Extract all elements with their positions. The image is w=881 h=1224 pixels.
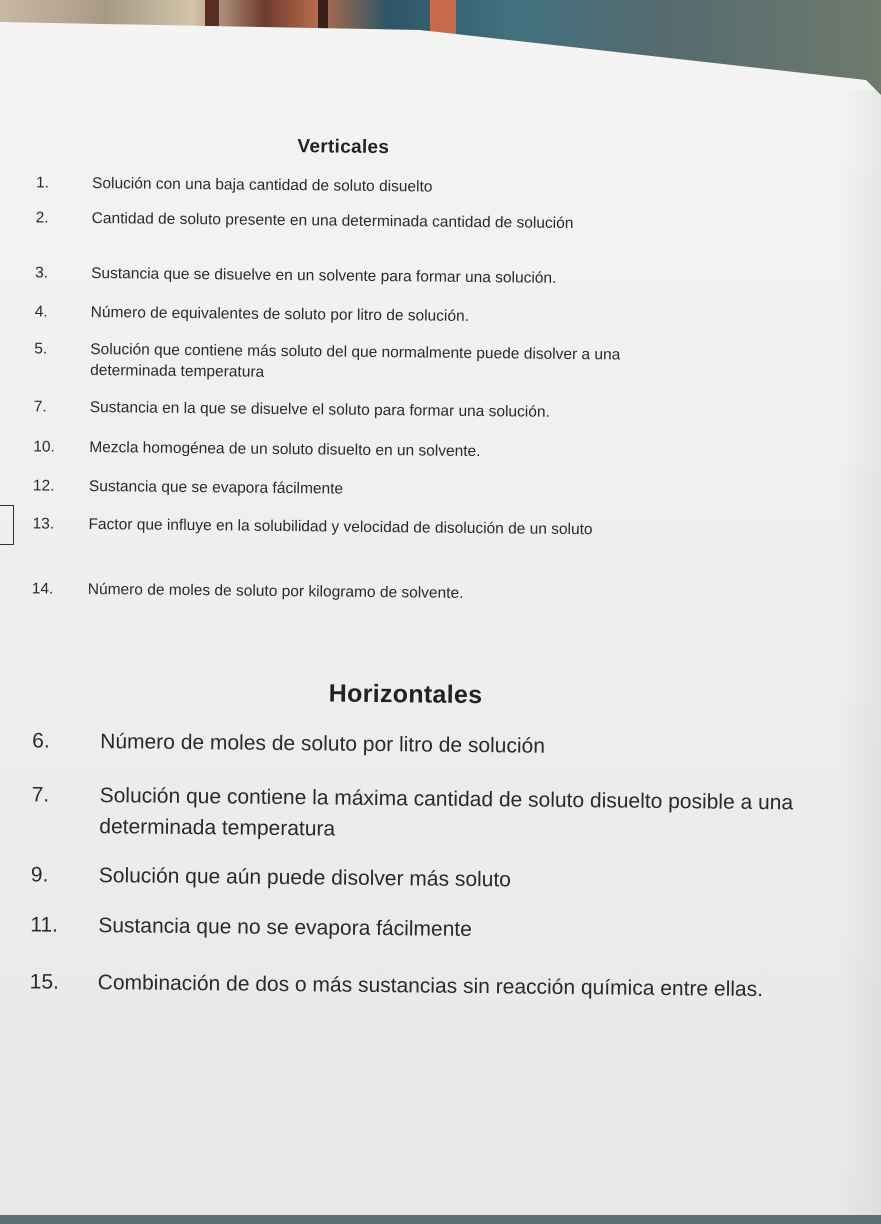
- horizontal-clue: [31, 859, 829, 898]
- clue-text: Sustancia que no se evapora fácilmente: [98, 914, 472, 941]
- clue-number: 12.: [32, 477, 55, 495]
- clue-text: Mezcla homogénea de un soluto disuelto en un solvente.: [89, 438, 481, 461]
- clue-number: 2.: [35, 209, 49, 227]
- clue-number: 13.: [32, 515, 55, 533]
- clue-text: Solución que aún puede disolver más soluto: [98, 864, 512, 892]
- clue-number: 15.: [29, 970, 60, 994]
- vertical-clue: [34, 396, 710, 424]
- clue-text: Número de equivalentes de soluto por litro de solución.: [90, 303, 470, 325]
- clue-number: 6.: [32, 729, 50, 753]
- clue-text: Solución que contiene la máxima cantidad de soluto disuelto posible a una determinada temperatura: [99, 784, 794, 841]
- clue-number: 4.: [34, 303, 48, 321]
- horizontal-clue: [32, 725, 830, 764]
- clue-number: 9.: [30, 863, 49, 887]
- vertical-clue: [33, 475, 709, 503]
- vertical-clue: [34, 338, 650, 386]
- vertical-clue: [32, 578, 708, 606]
- horizontal-clue: [30, 909, 828, 948]
- clue-text: Número de moles de soluto por litro de solución: [100, 730, 546, 758]
- horizontal-clue: [31, 779, 815, 849]
- clue-text: Combinación de dos o más sustancias sin reacción química entre ellas.: [97, 971, 764, 1002]
- horizontal-clue: [30, 966, 818, 1005]
- clue-number: 3.: [35, 264, 49, 282]
- clue-text: Sustancia que se evapora fácilmente: [88, 477, 344, 498]
- clue-text: Solución con una baja cantidad de soluto disuelto: [91, 174, 433, 196]
- clue-number: 7.: [31, 783, 50, 807]
- clue-number: 11.: [30, 913, 59, 937]
- vertical-clue: [35, 301, 711, 329]
- horizontales-heading: Horizontales: [328, 679, 483, 710]
- clue-number: 1.: [35, 174, 50, 192]
- verticales-heading: Verticales: [297, 136, 390, 159]
- vertical-clue: [36, 207, 622, 234]
- vertical-clue: [32, 513, 688, 541]
- clue-number: 14.: [31, 580, 54, 598]
- clue-text: Solución que contiene más soluto del que normalmente puede disolver a una determinada temperatura: [90, 340, 621, 381]
- vertical-clue: [36, 172, 712, 200]
- vertical-clue: [35, 262, 711, 290]
- clue-text: Sustancia que se disuelve en un solvente para formar una solución.: [91, 264, 557, 287]
- clue-number: 7.: [33, 398, 47, 416]
- clue-text: Sustancia en la que se disuelve el soluto para formar una solución.: [89, 398, 550, 421]
- vertical-clue: [33, 436, 709, 464]
- clue-text: Cantidad de soluto presente en una determinada cantidad de solución: [91, 209, 574, 233]
- clue-number: 5.: [34, 340, 48, 358]
- clue-text: Número de moles de soluto por kilogramo de solvente.: [87, 580, 464, 602]
- clue-number: 10.: [33, 438, 55, 456]
- clue-text: Factor que influye en la solubilidad y velocidad de disolución de un soluto: [88, 515, 593, 539]
